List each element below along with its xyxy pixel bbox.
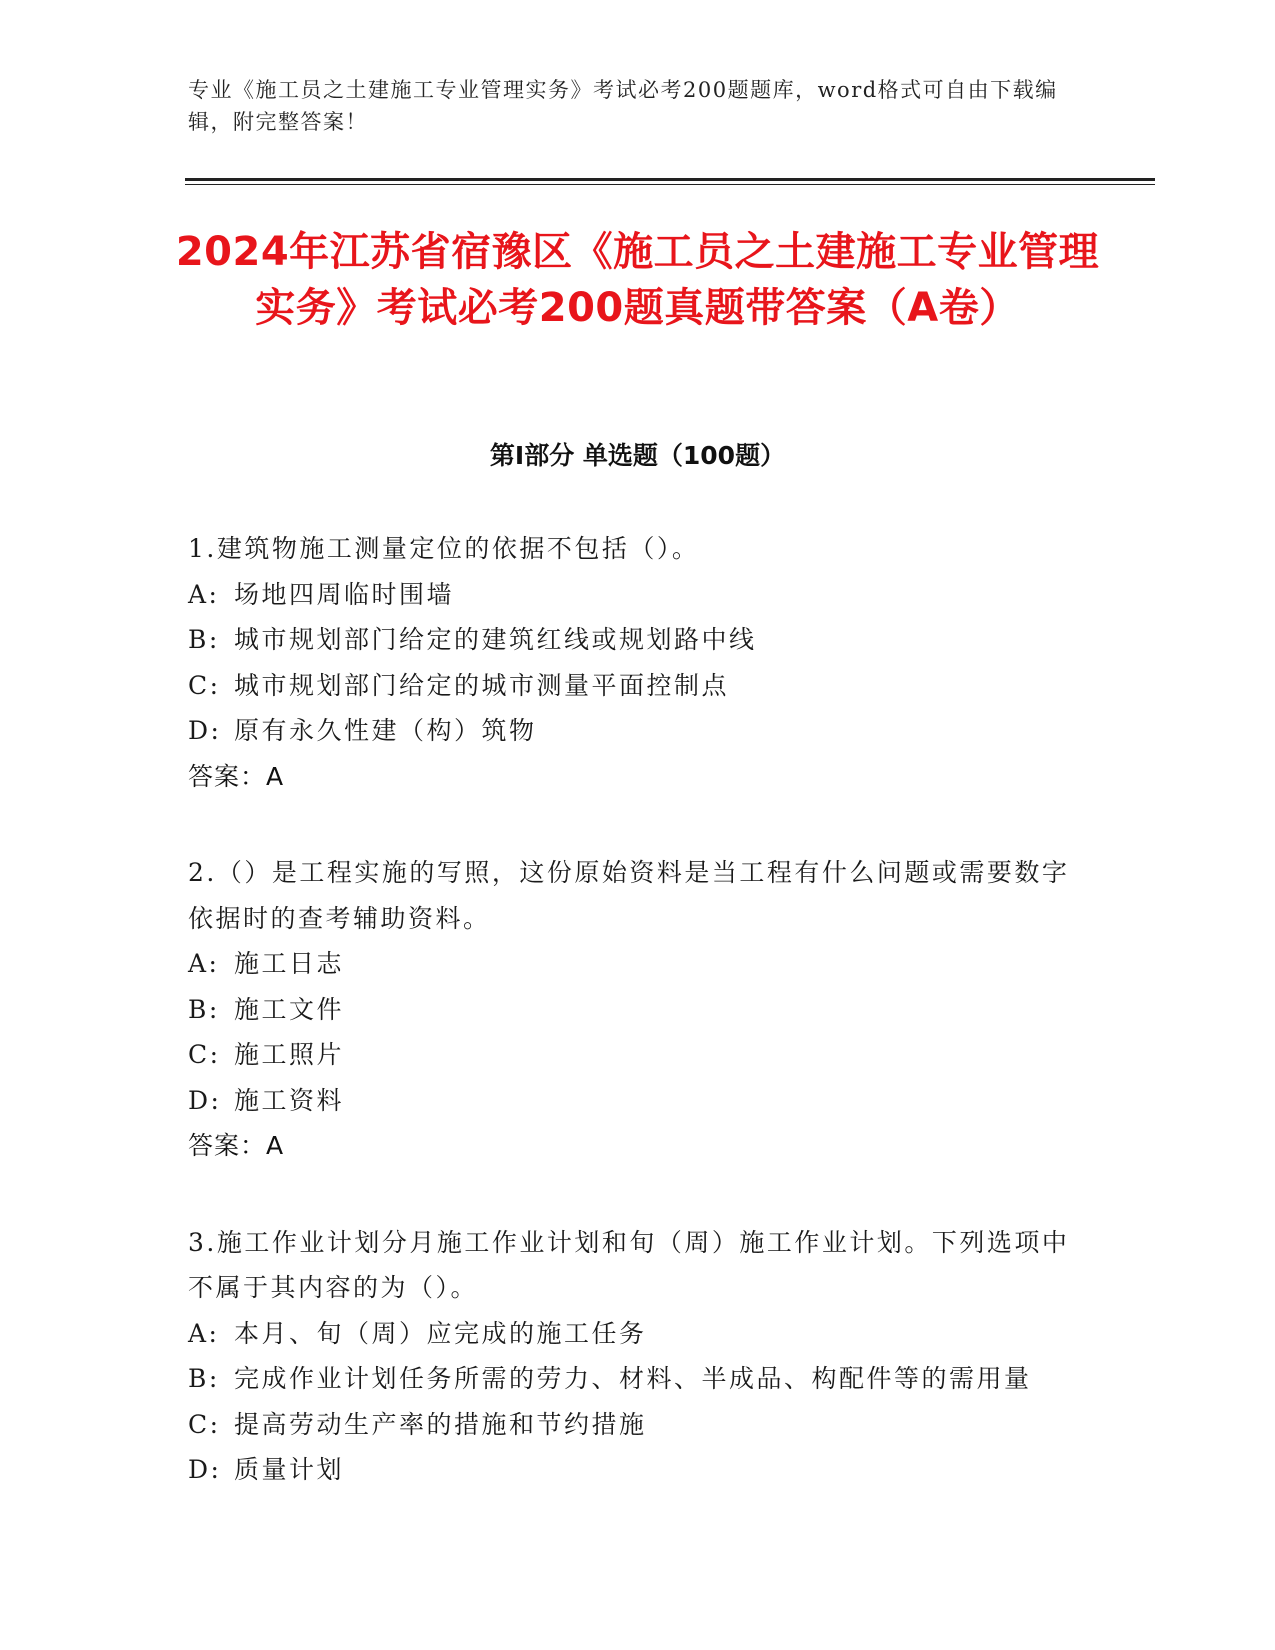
option-letter: D: <box>188 716 222 745</box>
option-letter: A: <box>188 949 220 978</box>
option-letter: B: <box>188 994 220 1024</box>
option-letter: B: <box>188 1364 220 1393</box>
option-letter: C: <box>188 1040 221 1069</box>
question-2 <box>188 850 1078 1169</box>
option-a <box>188 941 1078 987</box>
option-letter: C: <box>188 1409 221 1439</box>
option-text: 施工文件 <box>234 994 345 1024</box>
option-d <box>188 1447 1078 1493</box>
document-title: 2024年江苏省宿豫区《施工员之土建施工专业管理实务》考试必考200题真题带答案（A卷） <box>175 229 1100 331</box>
header-rule-thick <box>185 178 1155 181</box>
option-text: 施工日志 <box>234 949 345 978</box>
option-c <box>188 1032 1078 1078</box>
option-text: 城市规划部门给定的建筑红线或规划路中线 <box>234 625 757 654</box>
option-letter: C: <box>188 670 221 700</box>
section-title: 第Ⅰ部分 单选题（100题） <box>489 441 786 470</box>
question-1 <box>188 526 1078 799</box>
option-letter: D: <box>188 1455 222 1484</box>
option-text: 提高劳动生产率的措施和节约措施 <box>234 1409 647 1439</box>
option-text: 本月、旬（周）应完成的施工任务 <box>234 1318 647 1348</box>
option-b <box>188 987 1078 1033</box>
question-list <box>188 526 1078 1544</box>
question-3 <box>188 1220 1078 1493</box>
option-letter: D: <box>188 1085 222 1115</box>
option-text: 施工资料 <box>234 1085 345 1115</box>
question-stem: 3.施工作业计划分月施工作业计划和旬（周）施工作业计划。下列选项中不属于其内容的为（）。 <box>188 1227 1070 1302</box>
option-b <box>188 1356 1078 1402</box>
option-c <box>188 1402 1078 1448</box>
option-text: 场地四周临时围墙 <box>234 579 455 609</box>
option-d <box>188 708 1078 754</box>
option-text: 原有永久性建（构）筑物 <box>234 716 537 745</box>
option-a <box>188 1311 1078 1357</box>
option-c <box>188 663 1078 709</box>
option-letter: A: <box>188 1318 220 1348</box>
option-text: 完成作业计划任务所需的劳力、材料、半成品、构配件等的需用量 <box>234 1364 1032 1393</box>
option-text: 质量计划 <box>234 1455 345 1484</box>
header-note: 专业《施工员之土建施工专业管理实务》考试必考200题题库，word格式可自由下载编辑，附完整答案！ <box>188 78 1058 134</box>
option-b <box>188 617 1078 663</box>
option-d <box>188 1078 1078 1124</box>
question-stem: 1.建筑物施工测量定位的依据不包括（）。 <box>188 534 700 563</box>
option-text: 城市规划部门给定的城市测量平面控制点 <box>234 670 730 700</box>
answer: 答案：A <box>188 1131 285 1160</box>
header-rule-thin <box>185 184 1155 185</box>
option-letter: B: <box>188 625 220 654</box>
option-letter: A: <box>188 579 220 609</box>
answer: 答案：A <box>188 761 285 791</box>
option-text: 施工照片 <box>234 1040 345 1069</box>
question-stem: 2.（）是工程实施的写照，这份原始资料是当工程有什么问题或需要数字依据时的查考辅助资料。 <box>188 858 1070 933</box>
option-a <box>188 572 1078 618</box>
